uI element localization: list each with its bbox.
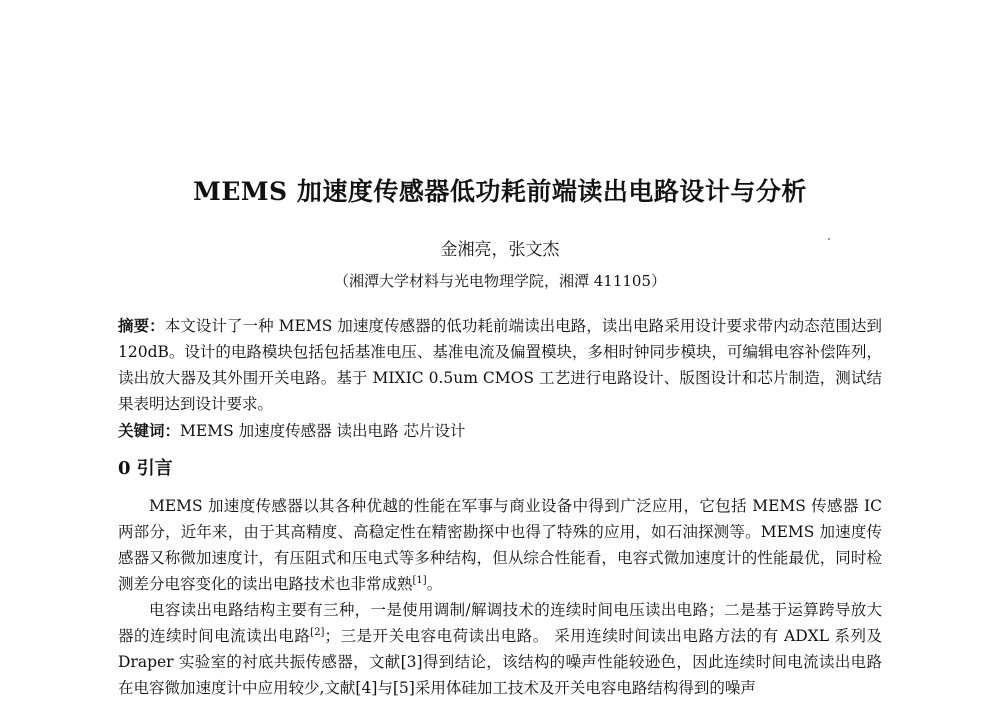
paragraph-text: 电容读出电路结构主要有三种，一是使用调制/解调技术的连续时间电压读出电路；二是基于运算跨导放大器的连续时间电流读出电路 <box>118 601 882 645</box>
body-text <box>118 493 882 701</box>
paragraph <box>118 493 882 597</box>
abstract <box>118 313 882 417</box>
abstract-text: 本文设计了一种 MEMS 加速度传感器的低功耗前端读出电路，读出电路采用设计要求带内动态范围达到 120dB。设计的电路模块包括包括基准电压、基准电流及偏置模块，多相时钟同步模块，可编辑电容补偿阵列，读出放大器及其外围开关电路。基于 MIXIC 0.5um CMOS 工艺进行电路设计、版图设计和芯片制造，测试结果表明达到设计要求。 <box>118 317 882 413</box>
keywords <box>118 418 882 444</box>
citation-ref: [2] <box>310 626 325 638</box>
paragraph <box>118 597 882 701</box>
keywords-text: MEMS 加速度传感器 读出电路 芯片设计 <box>180 422 466 440</box>
paragraph-text: MEMS 加速度传感器以其各种优越的性能在军事与商业设备中得到广泛应用，它包括 MEMS 传感器 IC 两部分，近年来，由于其高精度、高稳定性在精密勘探中也得了特殊的应用，如石油探测等。MEMS 加速度传感器又称微加速度计，有压阻式和压电式等多种结构，但从综合性能看，电容式微加速度计的性能最优，同时检测差分电容变化的读出电路技术也非常成熟 <box>118 497 882 593</box>
abstract-label: 摘要： <box>118 316 165 335</box>
keywords-label: 关键词： <box>118 421 181 440</box>
citation-ref: [1] <box>412 574 427 586</box>
paper-authors: 金湘亮，张文杰 <box>440 240 560 260</box>
scan-speck <box>828 238 830 240</box>
paper-affiliation: （湘潭大学材料与光电物理学院，湘潭 411105） <box>333 272 667 290</box>
paper-title: MEMS 加速度传感器低功耗前端读出电路设计与分析 <box>193 177 807 206</box>
paragraph-text: ；三是开关电容电荷读出电路。 采用连续时间读出电路方法的有 ADXL 系列及 Draper 实验室的衬底共振传感器，文献[3]得到结论，该结构的噪声性能较逊色，因此连续时间电流读出电路在电容微加速度计中应用较少,文献[4]与[5]采用体硅加工技术及开关电容电路结构得到的噪声 <box>118 627 882 697</box>
paragraph-end: 。 <box>426 575 443 593</box>
section-heading: 0 引言 <box>118 458 173 479</box>
